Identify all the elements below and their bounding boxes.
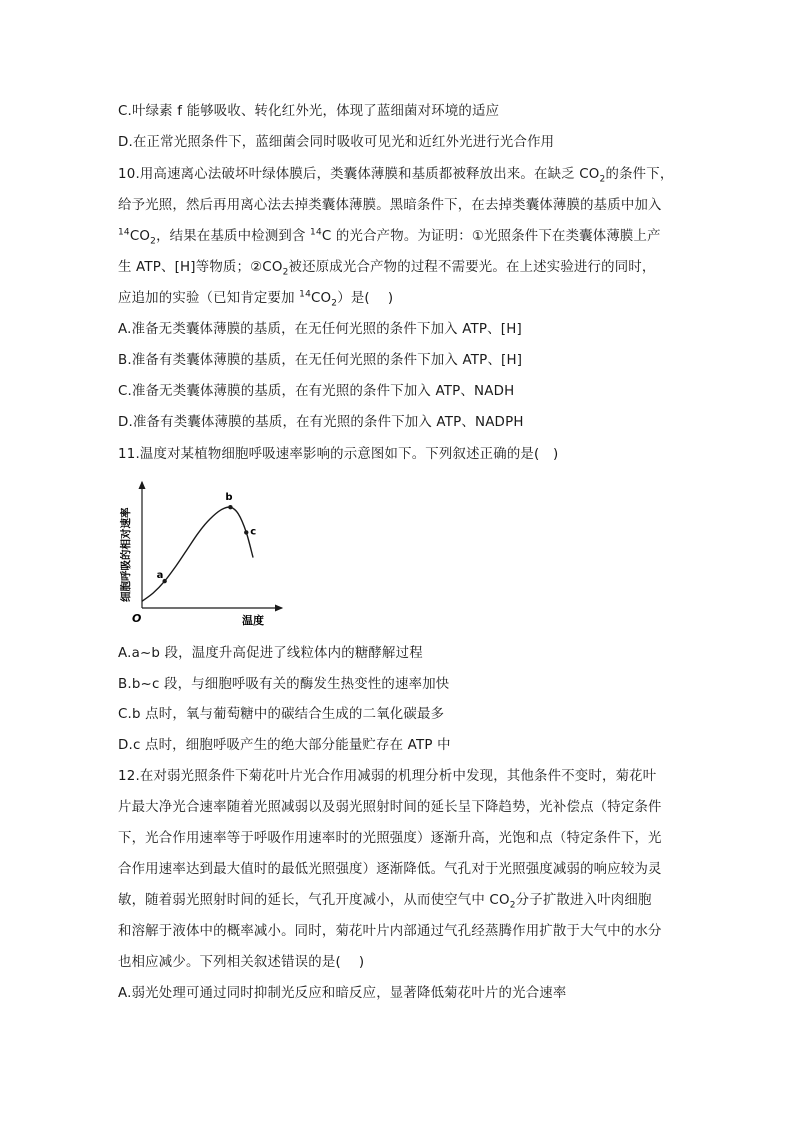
q12-stem-line-5: 敏，随着弱光照射时间的延长，气孔开度减小，从而使空气中 $CO_2$分子扩散进入叶肉细胞 xyxy=(118,893,652,911)
q10-option-d: D.准备有类囊体薄膜的基质，在有光照的条件下加入 ATP、NADPH xyxy=(118,415,524,430)
respiration-curve xyxy=(142,507,253,601)
q9-option-d: D.在正常光照条件下，蓝细菌会同时吸收可见光和近红外光进行光合作用 xyxy=(118,135,555,150)
x-axis-label: 温度 xyxy=(242,614,264,627)
q10-option-c: C.准备无类囊体薄膜的基质，在有光照的条件下加入 ATP、NADH xyxy=(118,384,515,399)
q12-stem-line-6: 和溶解于液体中的概率减小。同时，菊花叶片内部通过气孔经蒸腾作用扩散于大气中的水分 xyxy=(118,924,662,939)
q11-option-a: A.a~b 段，温度升高促进了线粒体内的糖酵解过程 xyxy=(118,646,423,661)
q12-stem-line-3: 下，光合作用速率等于呼吸作用速率时的光照强度）逐渐升高，光饱和点（特定条件下，光 xyxy=(118,831,662,846)
origin-label: O xyxy=(132,612,142,625)
q11-option-c: C.b 点时，氧与葡萄糖中的碳结合生成的二氧化碳最多 xyxy=(118,707,445,722)
point-c xyxy=(244,530,248,534)
q10-stem-line-4: 生 ATP、[H]等物质；$②CO_2$被还原成光合产物的过程不需要光。在上述实验进行的同时， xyxy=(118,260,656,278)
point-label-c: c xyxy=(250,526,257,538)
q11-option-b: B.b~c 段，与细胞呼吸有关的酶发生热变性的速率加快 xyxy=(118,677,450,692)
q10-stem-line-3: $^{14}CO_2$，结果在基质中检测到含 $^{14}$C 的光合产物。为证明：①光照条件下在类囊体薄膜上产 xyxy=(118,227,661,247)
q9-option-c: C.叶绿素 f 能够吸收、转化红外光，体现了蓝细菌对环境的适应 xyxy=(118,104,500,119)
respiration-rate-chart xyxy=(116,478,286,630)
point-label-a: a xyxy=(156,570,164,582)
point-label-b: b xyxy=(225,492,233,504)
q12-option-a: A.弱光处理可通过同时抑制光反应和暗反应，显著降低菊花叶片的光合速率 xyxy=(118,986,567,1001)
q11-stem: 11.温度对某植物细胞呼吸速率影响的示意图如下。下列叙述正确的是( ) xyxy=(118,447,559,462)
q12-stem-line-4: 合作用速率达到最大值时的最低光照强度）逐渐降低。气孔对于光照强度减弱的响应较为灵 xyxy=(118,862,662,877)
q10-option-b: B.准备有类囊体薄膜的基质，在无任何光照的条件下加入 ATP、[H] xyxy=(118,353,523,368)
point-b xyxy=(228,505,232,509)
y-axis-label: 细胞呼吸的相对速率 xyxy=(120,507,132,602)
q10-stem-line-5: 应追加的实验（已知肯定要加 $^{14}CO_2$）是( ) xyxy=(118,289,394,309)
q10-stem-line-1: 10.用高速离心法破坏叶绿体膜后，类囊体薄膜和基质都被释放出来。在缺乏 $CO_2$的条件下， xyxy=(118,167,674,185)
q12-stem-line-2: 片最大净光合速率随着光照减弱以及弱光照射时间的延长呈下降趋势，光补偿点（特定条件 xyxy=(118,800,662,815)
q10-stem-line-2: 给予光照，然后再用离心法去掉类囊体薄膜。黑暗条件下，在去掉类囊体薄膜的基质中加入 xyxy=(118,198,662,213)
q12-stem-line-1: 12.在对弱光照条件下菊花叶片光合作用减弱的机理分析中发现，其他条件不变时，菊花叶 xyxy=(118,769,657,784)
q12-stem-line-7: 也相应减少。下列相关叙述错误的是( ) xyxy=(118,955,365,970)
q10-option-a: A.准备无类囊体薄膜的基质，在无任何光照的条件下加入 ATP、[H] xyxy=(118,322,522,337)
q11-option-d: D.c 点时，细胞呼吸产生的绝大部分能量贮存在 ATP 中 xyxy=(118,738,451,753)
